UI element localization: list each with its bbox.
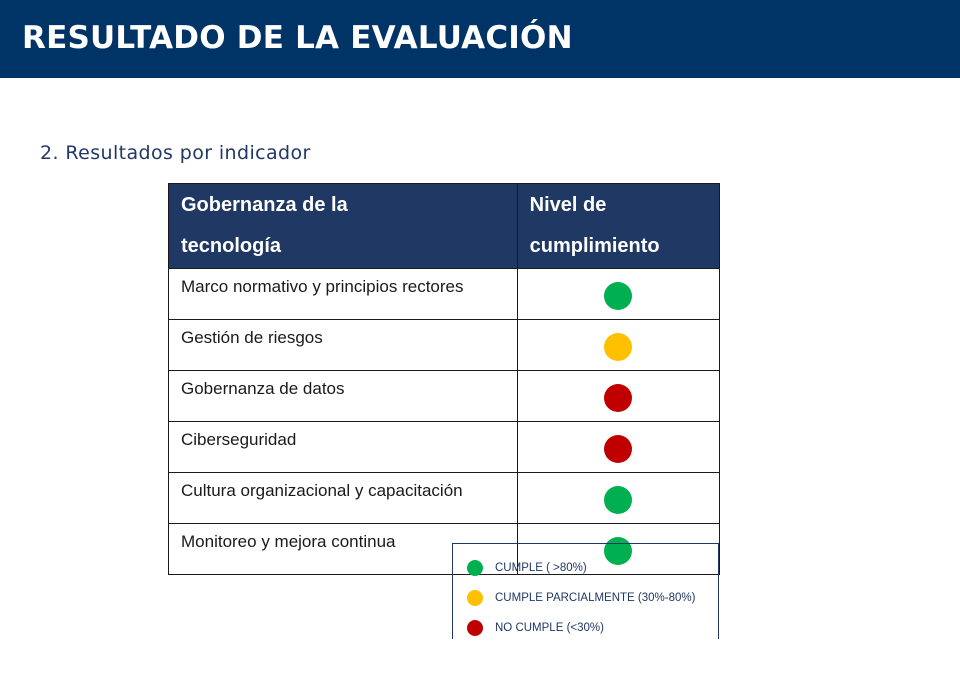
green-circle-icon (604, 282, 632, 310)
legend-item-no-cumple (467, 618, 604, 638)
red-circle-icon (604, 384, 632, 412)
level-cell (517, 422, 719, 473)
indicator-column-header (169, 184, 518, 269)
indicator-name: Gobernanza de datos (169, 371, 518, 422)
results-table (168, 183, 720, 575)
legend-label: NO CUMPLE (<30%) (495, 622, 604, 634)
page-title: RESULTADO DE LA EVALUACIÓN (22, 20, 573, 56)
legend-label: CUMPLE PARCIALMENTE (30%-80%) (495, 592, 696, 604)
indicator-name: Ciberseguridad (169, 422, 518, 473)
level-cell (517, 473, 719, 524)
header-bar (0, 0, 960, 78)
legend-item-cumple (467, 558, 587, 578)
red-circle-icon (604, 435, 632, 463)
green-circle-icon (467, 560, 483, 576)
table-header-row (169, 184, 720, 269)
table-row (169, 320, 720, 371)
level-header-line1: Nivel de (529, 194, 607, 216)
section-subtitle: 2. Resultados por indicador (40, 142, 311, 164)
level-column-header (517, 184, 719, 269)
indicator-name: Cultura organizacional y capacitación (169, 473, 518, 524)
table-row (169, 422, 720, 473)
indicator-header-line2: tecnología (181, 235, 282, 257)
level-header-line2: cumplimiento (529, 235, 660, 257)
legend-item-cumple-parcialmente (467, 588, 695, 608)
table-row (169, 473, 720, 524)
level-cell (517, 269, 719, 320)
yellow-circle-icon (604, 333, 632, 361)
level-cell (517, 320, 719, 371)
table-row (169, 269, 720, 320)
red-circle-icon (467, 620, 483, 636)
indicator-name: Marco normativo y principios rectores (169, 269, 518, 320)
indicator-header-line1: Gobernanza de la (181, 194, 348, 216)
yellow-circle-icon (467, 590, 483, 606)
level-cell (517, 371, 719, 422)
indicator-name: Gestión de riesgos (169, 320, 518, 371)
table-row (169, 371, 720, 422)
indicator-name: Monitoreo y mejora continua (169, 524, 518, 575)
legend-label: CUMPLE ( >80%) (495, 562, 587, 574)
green-circle-icon (604, 486, 632, 514)
legend (452, 543, 719, 639)
